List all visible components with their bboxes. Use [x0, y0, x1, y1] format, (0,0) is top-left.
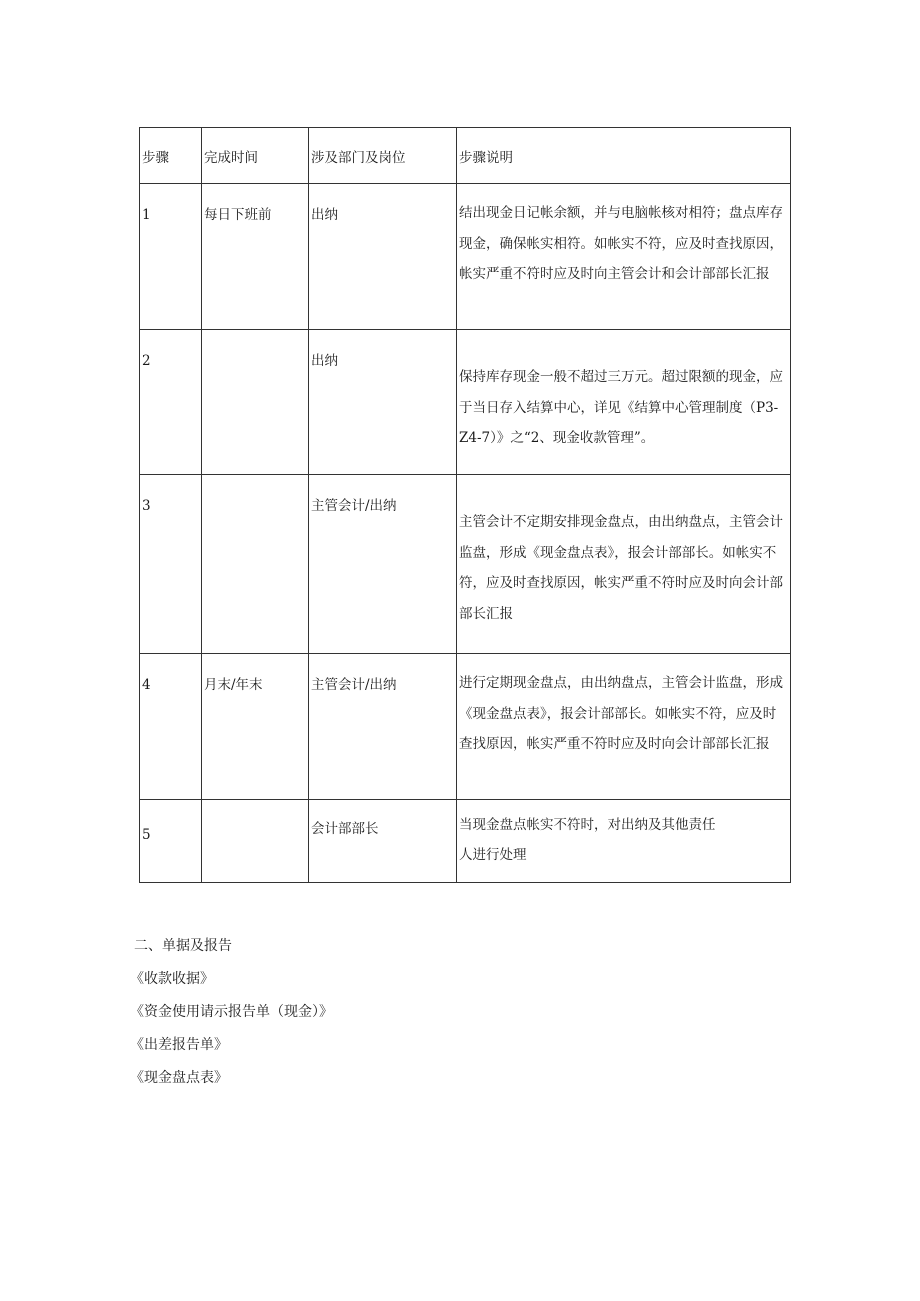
dept-cell: 主管会计/出纳: [309, 654, 457, 800]
document-item: 《现金盘点表》: [130, 1070, 228, 1086]
step-cell: 4: [140, 654, 202, 800]
step-cell: 3: [140, 475, 202, 654]
desc-cell: 主管会计不定期安排现金盘点，由出纳盘点，主管会计监盘，形成《现金盘点表》，报会计部部长。如帐实不符，应及时查找原因，帐实严重不符时应及时向会计部部长汇报: [457, 475, 791, 654]
dept-cell: 出纳: [309, 330, 457, 475]
time-cell: 每日下班前: [202, 184, 309, 330]
desc-cell: 结出现金日记帐余额，并与电脑帐核对相符；盘点库存现金，确保帐实相符。如帐实不符，应及时查找原因，帐实严重不符时应及时向主管会计和会计部部长汇报: [457, 184, 791, 330]
header-step: 步骤: [140, 128, 202, 184]
procedure-table: [139, 127, 791, 883]
time-cell: [202, 475, 309, 654]
table-row: [140, 475, 791, 654]
section-heading: 二、单据及报告: [134, 938, 232, 954]
time-cell: 月末/年末: [202, 654, 309, 800]
table-row: [140, 330, 791, 475]
header-dept: 涉及部门及岗位: [309, 128, 457, 184]
time-cell: [202, 330, 309, 475]
dept-cell: 会计部部长: [309, 800, 457, 883]
desc-line: 人进行处理: [459, 847, 527, 863]
step-cell: 1: [140, 184, 202, 330]
desc-line: 当现金盘点帐实不符时，对出纳及其他责任: [459, 817, 716, 833]
step-cell: 2: [140, 330, 202, 475]
desc-cell: 进行定期现金盘点，由出纳盘点，主管会计监盘，形成《现金盘点表》，报会计部部长。如帐实不符，应及时查找原因，帐实严重不符时应及时向会计部部长汇报: [457, 654, 791, 800]
dept-cell: 主管会计/出纳: [309, 475, 457, 654]
table-row: [140, 800, 791, 883]
table-row: [140, 184, 791, 330]
desc-cell: 保持库存现金一般不超过三万元。超过限额的现金，应于当日存入结算中心，详见《结算中心管理制度（P3-Z4-7）》之“2、现金收款管理”。: [457, 330, 791, 475]
table-header-row: [140, 128, 791, 184]
desc-cell: [457, 800, 791, 883]
header-time: 完成时间: [202, 128, 309, 184]
document-item: 《收款收据》: [130, 971, 214, 987]
documents-section: [130, 931, 333, 1096]
dept-cell: 出纳: [309, 184, 457, 330]
document-item: 《资金使用请示报告单（现金）》: [130, 1004, 333, 1020]
header-desc: 步骤说明: [457, 128, 791, 184]
time-cell: [202, 800, 309, 883]
table-row: [140, 654, 791, 800]
step-cell: 5: [140, 800, 202, 883]
document-item: 《出差报告单》: [130, 1037, 228, 1053]
